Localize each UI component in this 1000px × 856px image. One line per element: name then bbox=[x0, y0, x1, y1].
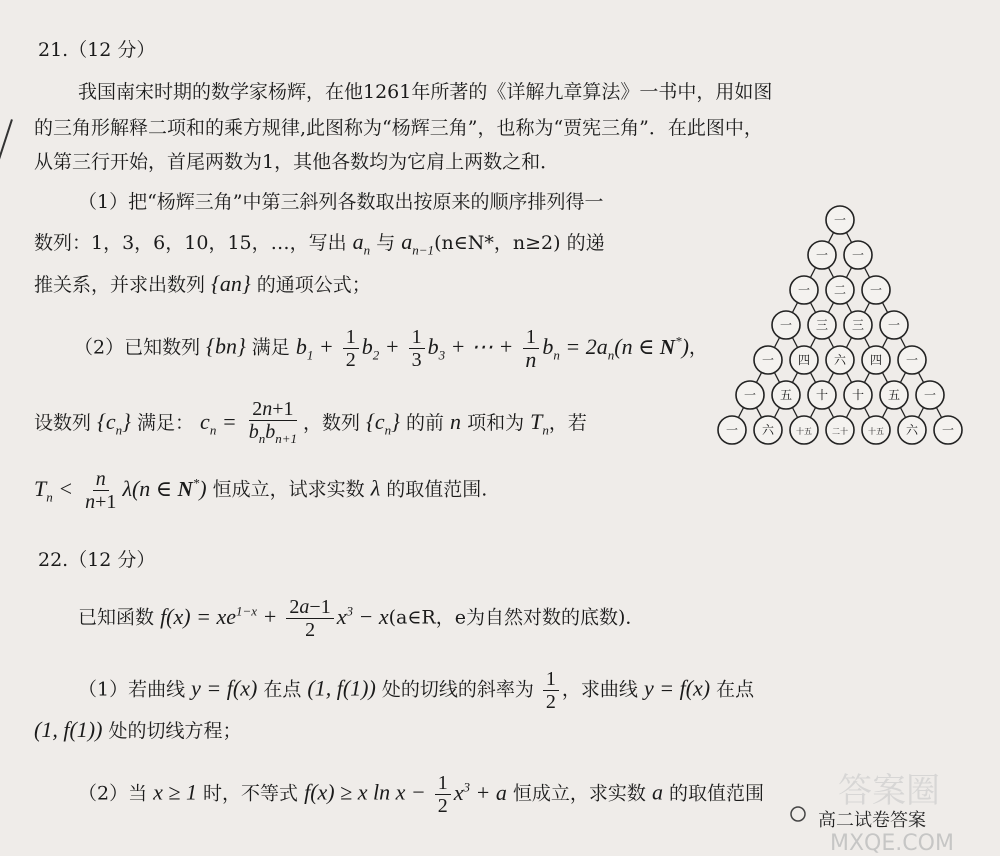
triangle-node bbox=[844, 311, 872, 339]
triangle-node bbox=[790, 346, 818, 374]
triangle-node bbox=[736, 381, 764, 409]
triangle-node bbox=[880, 311, 908, 339]
triangle-node-label: 一 bbox=[833, 213, 847, 227]
triangle-node bbox=[898, 416, 926, 444]
triangle-node-label: 一 bbox=[905, 353, 919, 367]
triangle-node-label: 一 bbox=[923, 388, 937, 402]
triangle-node-label: 十五 bbox=[796, 427, 812, 436]
q21-part1-line2: 数列：1，3，6，10，15，…，写出 $a_n$ 与 $a_{n-1}(n\in N*$，n≥2) 的递 bbox=[34, 229, 605, 258]
q21-header: 21.（12 分） bbox=[38, 39, 156, 61]
svg-text:答案圈: 答案圈 bbox=[838, 771, 940, 811]
triangle-node-label: 一 bbox=[725, 423, 739, 437]
triangle-node bbox=[844, 241, 872, 269]
q21-part1-line1: （1）把“杨辉三角”中第三斜列各数取出按原来的顺序排列得一 bbox=[78, 191, 604, 213]
q22-part2-line: （2）当 x ≥ 1 时，不等式 f(x) ≥ x ln x − $\frac{1}{2}$ $x^3 + a$ 恒成立，求实数 a 的取值范围 bbox=[78, 772, 765, 817]
triangle-node-label: 五 bbox=[887, 388, 901, 402]
triangle-node bbox=[718, 416, 746, 444]
triangle-node bbox=[808, 311, 836, 339]
triangle-node bbox=[772, 311, 800, 339]
triangle-node-label: 十 bbox=[851, 388, 865, 402]
triangle-node-label: 一 bbox=[941, 423, 955, 437]
q21-intro-line2: 的三角形解释二项和的乘方规律,此图称为“杨辉三角”，也称为“贾宪三角”．在此图中， bbox=[34, 117, 763, 139]
svg-text:高二试卷答案: 高二试卷答案 bbox=[818, 810, 926, 831]
triangle-node bbox=[826, 206, 854, 234]
triangle-node-label: 一 bbox=[743, 388, 757, 402]
triangle-node-label: 六 bbox=[833, 353, 847, 367]
q22-header: 22.（12 分） bbox=[38, 549, 156, 571]
q21-part2-line3: $T_n$ < $\frac{n}{n+1}$ λ(n ∈ N*) 恒成立，试求实数 λ 的取值范围. bbox=[34, 468, 488, 513]
triangle-node-label: 三 bbox=[815, 318, 829, 332]
triangle-node bbox=[862, 276, 890, 304]
triangle-node bbox=[826, 276, 854, 304]
triangle-node-label: 二十 bbox=[832, 427, 848, 436]
triangle-node-label: 十 bbox=[815, 388, 829, 402]
svg-text:MXQE.COM: MXQE.COM bbox=[830, 831, 954, 856]
triangle-node bbox=[826, 346, 854, 374]
triangle-node bbox=[772, 381, 800, 409]
triangle-node bbox=[808, 381, 836, 409]
triangle-node bbox=[844, 381, 872, 409]
triangle-node bbox=[790, 416, 818, 444]
triangle-node bbox=[754, 416, 782, 444]
margin-pen-mark bbox=[0, 119, 13, 175]
q22-part1-line2: (1, f(1)) 处的切线方程； bbox=[34, 717, 242, 742]
triangle-node-label: 一 bbox=[797, 283, 811, 297]
triangle-node-label: 六 bbox=[905, 423, 919, 437]
triangle-node bbox=[916, 381, 944, 409]
triangle-node-label: 一 bbox=[887, 318, 901, 332]
triangle-node-label: 一 bbox=[779, 318, 793, 332]
triangle-node-label: 二 bbox=[833, 283, 847, 297]
triangle-node-label: 一 bbox=[815, 248, 829, 262]
q21-part1-line3: 推关系，并求出数列 {an} 的通项公式； bbox=[34, 271, 371, 296]
triangle-node bbox=[826, 416, 854, 444]
triangle-node-label: 五 bbox=[779, 388, 793, 402]
q22-function-line: 已知函数 $f(x) = xe^{1-x}$ + $\frac{2a-1}{2}$ $x^3$ − x(a∈R，e为自然对数的底数)． bbox=[78, 596, 645, 641]
triangle-node bbox=[880, 381, 908, 409]
triangle-node-label: 四 bbox=[869, 353, 883, 367]
q21-intro-line3: 从第三行开始，首尾两数为1，其他各数均为它肩上两数之和． bbox=[34, 151, 560, 173]
q22-part1-line1: （1）若曲线 y = f(x) 在点 (1, f(1)) 处的切线的斜率为 $\frac{1}{2}$ ，求曲线 y = f(x) 在点 bbox=[78, 668, 755, 713]
triangle-node-label: 三 bbox=[851, 318, 865, 332]
triangle-node bbox=[862, 346, 890, 374]
q21-part2-line2: 设数列 $\{c_n\}$ 满足： $c_n$ = $\frac{2n+1}{b_nb_{n+1}}$ ，数列 $\{c_n\}$ 的前 n 项和为 $T_n$，若 bbox=[34, 398, 587, 446]
triangle-node-label: 一 bbox=[761, 353, 775, 367]
triangle-node-label: 十五 bbox=[868, 427, 884, 436]
triangle-node-label: 一 bbox=[869, 283, 883, 297]
triangle-node bbox=[790, 276, 818, 304]
triangle-node bbox=[862, 416, 890, 444]
triangle-node bbox=[808, 241, 836, 269]
triangle-node-label: 四 bbox=[797, 353, 811, 367]
triangle-node bbox=[898, 346, 926, 374]
yang-hui-triangle-figure bbox=[700, 200, 980, 450]
q21-intro-line1: 我国南宋时期的数学家杨辉，在他1261年所著的《详解九章算法》一书中，用如图 bbox=[78, 81, 773, 103]
triangle-node-label: 六 bbox=[761, 423, 775, 437]
triangle-node bbox=[754, 346, 782, 374]
triangle-node bbox=[934, 416, 962, 444]
q21-part2-line1: （2）已知数列 {bn} 满足 $b_1$ + $\frac{1}{2}$ $b_2$ + $\frac{1}{3}$ $b_3$ + ⋯ + $\frac{1}{n}$ $b_n = 2a_n(n$ ∈ N*)， bbox=[74, 326, 708, 372]
wechat-icon bbox=[791, 807, 805, 821]
triangle-node-label: 一 bbox=[851, 248, 865, 262]
watermark-logo bbox=[790, 762, 1000, 856]
